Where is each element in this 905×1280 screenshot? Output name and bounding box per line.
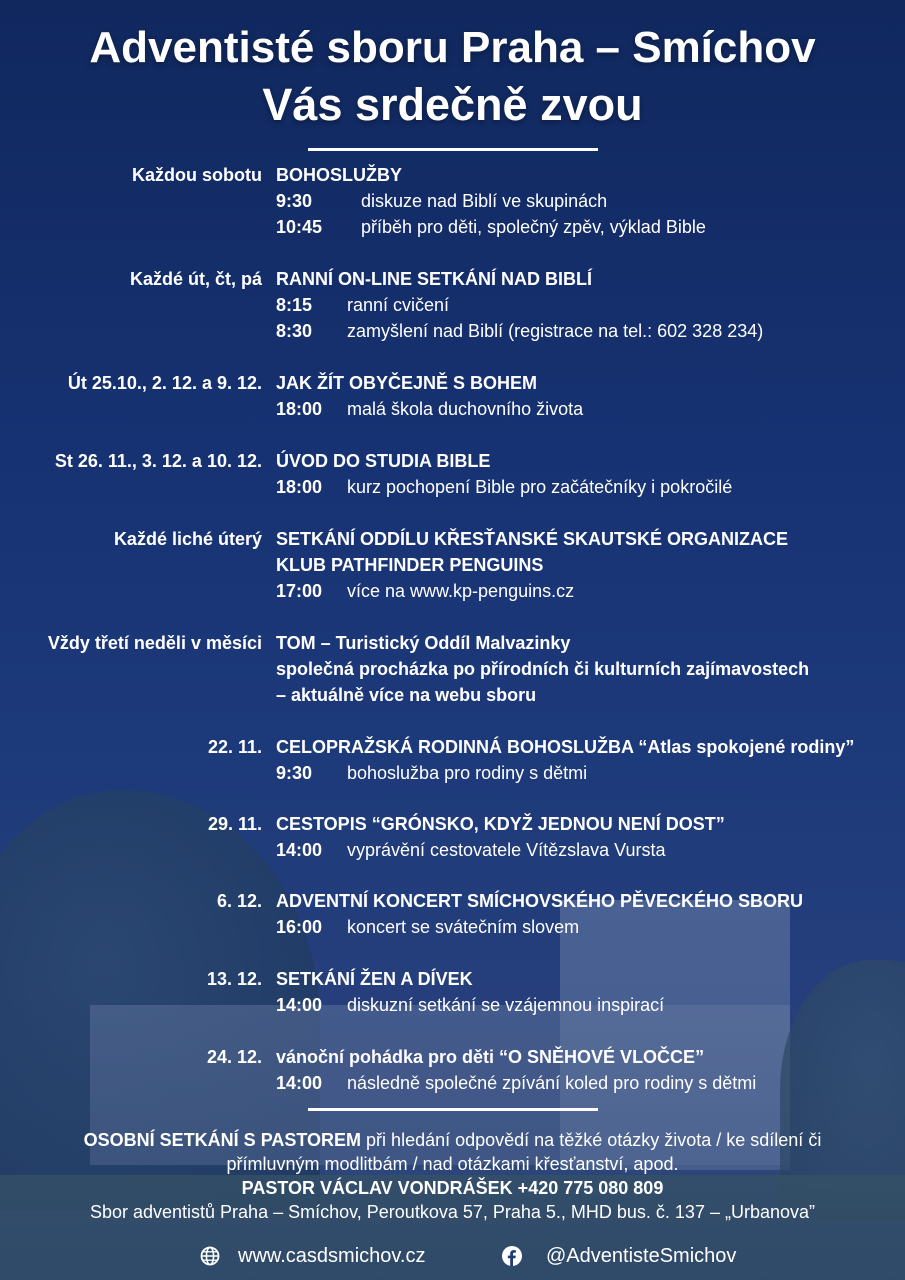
program-label: Vždy třetí neděli v měsíci	[47, 633, 262, 653]
program-description: koncert se svátečním slovem	[347, 917, 580, 937]
program-label: 6. 12.	[216, 891, 262, 911]
page-subtitle: Vás srdečně zvou	[262, 79, 643, 130]
program-description: malá škola duchovního života	[347, 399, 584, 419]
website-link[interactable]: www.casdsmichov.cz	[238, 1245, 426, 1267]
program-title: – aktuálně více na webu sboru	[276, 685, 537, 705]
program-title: CESTOPIS “GRÓNSKO, KDYŽ JEDNOU NENÍ DOST”	[276, 814, 725, 834]
program-title: vánoční pohádka pro děti “O SNĚHOVÉ VLOČCE”	[276, 1047, 705, 1067]
program-label: 22. 11.	[207, 737, 262, 757]
program-title: JAK ŽÍT OBYČEJNĚ S BOHEM	[276, 373, 538, 393]
program-description: bohoslužba pro rodiny s dětmi	[347, 763, 588, 783]
program-label: Každou sobotu	[132, 165, 262, 185]
program-title: TOM – Turistický Oddíl Malvazinky	[276, 633, 571, 653]
program-description: diskuze nad Biblí ve skupinách	[361, 191, 608, 211]
pastor-meeting-text-part1: při hledání odpovědí na těžké otázky života / ke sdílení či	[361, 1130, 822, 1150]
facebook-link[interactable]: @AdventisteSmichov	[546, 1245, 737, 1267]
program-label: Každé liché úterý	[113, 529, 262, 549]
facebook-icon	[502, 1246, 522, 1266]
program-title: ADVENTNÍ KONCERT SMÍCHOVSKÉHO PĚVECKÉHO SBORU	[276, 891, 804, 911]
program-time: 14:00	[276, 995, 323, 1015]
contact-row	[0, 1242, 905, 1270]
pastor-meeting-text	[0, 1128, 905, 1152]
program-label: St 26. 11., 3. 12. a 10. 12.	[54, 451, 262, 471]
program-label: 24. 12.	[206, 1047, 262, 1067]
program-title: BOHOSLUŽBY	[276, 165, 402, 185]
pastor-contact: PASTOR VÁCLAV VONDRÁŠEK +420 775 080 809	[241, 1178, 664, 1198]
program-title: CELOPRAŽSKÁ RODINNÁ BOHOSLUŽBA “Atlas spokojené rodiny”	[276, 737, 855, 757]
program-title: SETKÁNÍ ODDÍLU KŘESŤANSKÉ SKAUTSKÉ ORGANIZACE	[276, 529, 789, 549]
program-description: kurz pochopení Bible pro začátečníky i pokročilé	[347, 477, 733, 497]
program-description: více na www.kp-penguins.cz	[347, 581, 575, 601]
divider-bottom	[308, 1108, 598, 1111]
page-title: Adventisté sboru Praha – Smíchov	[89, 23, 816, 72]
globe-icon	[200, 1246, 220, 1266]
pastor-meeting-heading: OSOBNÍ SETKÁNÍ S PASTOREM	[83, 1130, 362, 1150]
program-time: 17:00	[276, 581, 323, 601]
program-description: zamyšlení nad Biblí (registrace na tel.: 602 328 234)	[347, 321, 764, 341]
program-time: 18:00	[276, 477, 323, 497]
church-address: Sbor adventistů Praha – Smíchov, Peroutkova 57, Praha 5., MHD bus. č. 137 – „Urbanova”	[89, 1202, 816, 1222]
program-time: 18:00	[276, 399, 323, 419]
program-time: 14:00	[276, 840, 323, 860]
program-label: 13. 12.	[206, 969, 262, 989]
program-description: příběh pro děti, společný zpěv, výklad Bible	[361, 217, 706, 237]
program-time: 8:30	[276, 321, 313, 341]
program-description: vyprávění cestovatele Vítězslava Vursta	[347, 840, 666, 860]
program-title: společná procházka po přírodních či kulturních zajímavostech	[276, 659, 810, 679]
program-time: 9:30	[276, 763, 313, 783]
program-description: ranní cvičení	[347, 295, 450, 315]
program-time: 10:45	[276, 217, 323, 237]
program-title: ÚVOD DO STUDIA BIBLE	[276, 451, 491, 471]
program-description: diskuzní setkání se vzájemnou inspirací	[347, 995, 665, 1015]
program-description: následně společné zpívání koled pro rodiny s dětmi	[347, 1073, 757, 1093]
pastor-meeting-text-part2: přímluvným modlitbám / nad otázkami křesťanství, apod.	[226, 1154, 679, 1174]
program-label: Každé út, čt, pá	[129, 269, 262, 289]
program-time: 16:00	[276, 917, 323, 937]
program-time: 9:30	[276, 191, 313, 211]
program-label: 29. 11.	[207, 814, 262, 834]
program-time: 14:00	[276, 1073, 323, 1093]
divider-top	[308, 148, 598, 151]
program-title: RANNÍ ON-LINE SETKÁNÍ NAD BIBLÍ	[276, 269, 592, 289]
program-title: KLUB PATHFINDER PENGUINS	[276, 555, 544, 575]
program-label: Út 25.10., 2. 12. a 9. 12.	[67, 373, 262, 393]
program-title: SETKÁNÍ ŽEN A DÍVEK	[276, 969, 473, 989]
program-time: 8:15	[276, 295, 313, 315]
